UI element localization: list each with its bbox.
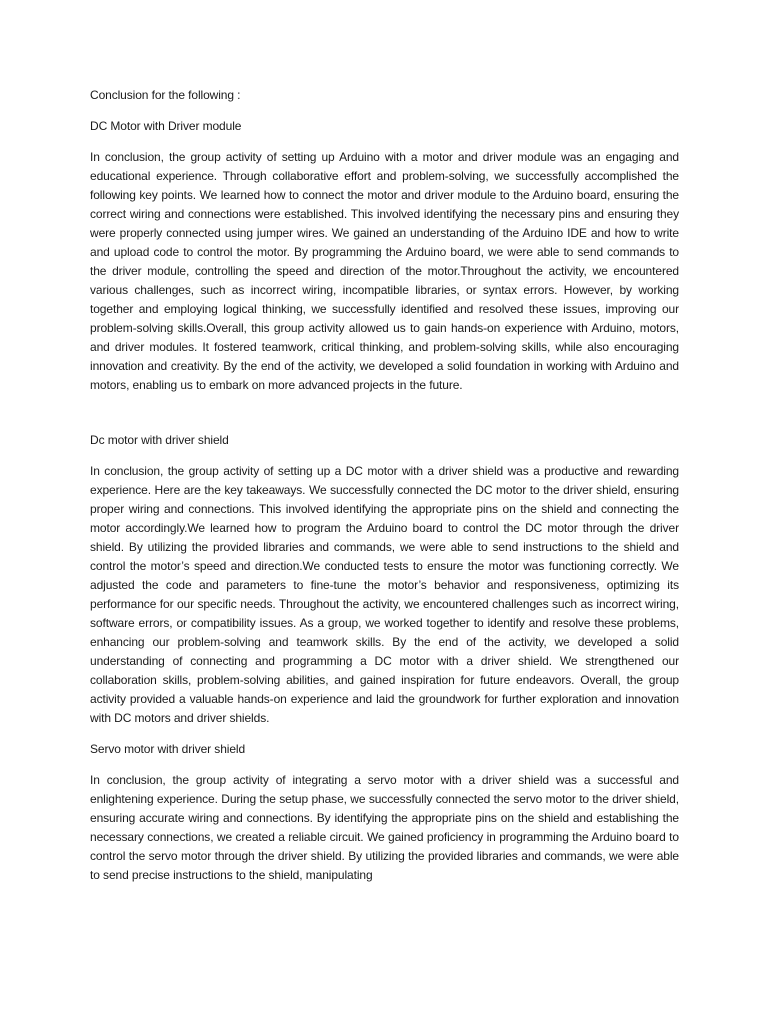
- document-page: [90, 86, 679, 897]
- section-body-servo-motor-driver-shield: In conclusion, the group activity of integrating a servo motor with a driver shield was a successful and enlightening experience. During the setup phase, we successfully connected the servo motor to the driver shield, ensuring accurate wiring and connections. By identifying the appropriate pins on the shield and establishing the necessary connections, we created a reliable circuit. We gained proficiency in programming the Arduino board to control the servo motor through the driver shield. By utilizing the provided libraries and commands, we were able to send precise instructions to the shield, manipulating: [90, 773, 679, 882]
- document-title: Conclusion for the following :: [90, 88, 241, 102]
- section-body-dc-motor-driver-module: In conclusion, the group activity of setting up Arduino with a motor and driver module was an engaging and educational experience. Through collaborative effort and problem-solving, we successfully accomplished the following key points. We learned how to connect the motor and driver module to the Arduino board, ensuring the correct wiring and connections were established. This involved identifying the necessary pins and ensuring they were properly connected using jumper wires. We gained an understanding of the Arduino IDE and how to write and upload code to control the motor. By programming the Arduino board, we were able to send commands to the driver module, controlling the speed and direction of the motor.Throughout the activity, we encountered various challenges, such as incorrect wiring, incompatible libraries, or syntax errors. However, by working together and employing logical thinking, we successfully identified and resolved these issues, improving our problem-solving skills.Overall, this group activity allowed us to gain hands-on experience with Arduino, motors, and driver modules. It fostered teamwork, critical thinking, and problem-solving skills, while also encouraging innovation and creativity. By the end of the activity, we developed a solid foundation in working with Arduino and motors, enabling us to embark on more advanced projects in the future.: [90, 150, 679, 392]
- section-heading-servo-motor-driver-shield: Servo motor with driver shield: [90, 742, 246, 756]
- section-heading-dc-motor-driver-module: DC Motor with Driver module: [90, 119, 242, 133]
- section-body-dc-motor-driver-shield: In conclusion, the group activity of setting up a DC motor with a driver shield was a productive and rewarding experience. Here are the key takeaways. We successfully connected the DC motor to the driver shield, ensuring proper wiring and connections. This involved identifying the appropriate pins on the shield and connecting the motor accordingly.We learned how to program the Arduino board to control the DC motor through the driver shield. By utilizing the provided libraries and commands, we were able to send instructions to the shield and control the motor’s speed and direction.We conducted tests to ensure the motor was functioning correctly. We adjusted the code and parameters to fine-tune the motor’s behavior and responsiveness, optimizing its performance for our specific needs. Throughout the activity, we encountered challenges such as incorrect wiring, software errors, or compatibility issues. As a group, we worked together to identify and resolve these problems, enhancing our problem-solving and teamwork skills. By the end of the activity, we developed a solid understanding of connecting and programming a DC motor with a driver shield. We strengthened our collaboration skills, problem-solving abilities, and gained inspiration for future endeavors. Overall, the group activity provided a valuable hands-on experience and laid the groundwork for further exploration and innovation with DC motors and driver shields.: [90, 464, 679, 725]
- section-heading-dc-motor-driver-shield: Dc motor with driver shield: [90, 433, 229, 447]
